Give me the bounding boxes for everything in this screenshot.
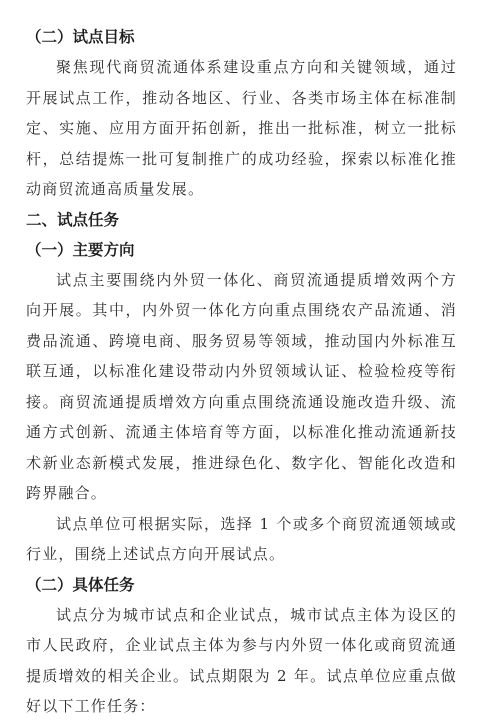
heading-specific-tasks: （二）具体任务 (26, 575, 135, 594)
heading-main-direction: （一）主要方向 (26, 240, 135, 259)
heading-pilot-tasks: 二、试点任务 (26, 210, 120, 229)
paragraph-pilot-selection: 试点单位可根据实际，选择 1 个或多个商贸流通领域或行业，围绕上述试点方向开展试点。 (26, 514, 457, 563)
heading-pilot-goal: （二）试点目标 (26, 28, 135, 46)
paragraph-specific-tasks: 试点分为城市试点和企业试点，城市试点主体为设区的市人民政府，企业试点主体为参与内外贸一体化或商贸流通提质增效的相关企业。试点期限为 2 年。试点单位应重点做好以下工作任务： (26, 605, 457, 715)
paragraph-pilot-goal: 聚焦现代商贸流通体系建设重点方向和关键领域，通过开展试点工作，推动各地区、行业、各类市场主体在标准制定、实施、应用方面开拓创新，推出一批标准，树立一批标杆，总结提炼一批可复制推广的成功经验，探索以标准化推动商贸流通高质量发展。 (26, 58, 457, 198)
paragraph-main-direction: 试点主要围绕内外贸一体化、商贸流通提质增效两个方向开展。其中，内外贸一体化方向重点围绕农产品流通、消费品流通、跨境电商、服务贸易等领域，推动国内外标准互联互通，以标准化建设带动内外贸领域认证、检验检疫等衔接。商贸流通提质增效方向重点围绕流通设施改造升级、流通方式创新、流通主体培育等方面，以标准化推动流通新技术新业态新模式发展，推进绿色化、数字化、智能化改造和跨界融合。 (26, 270, 457, 502)
